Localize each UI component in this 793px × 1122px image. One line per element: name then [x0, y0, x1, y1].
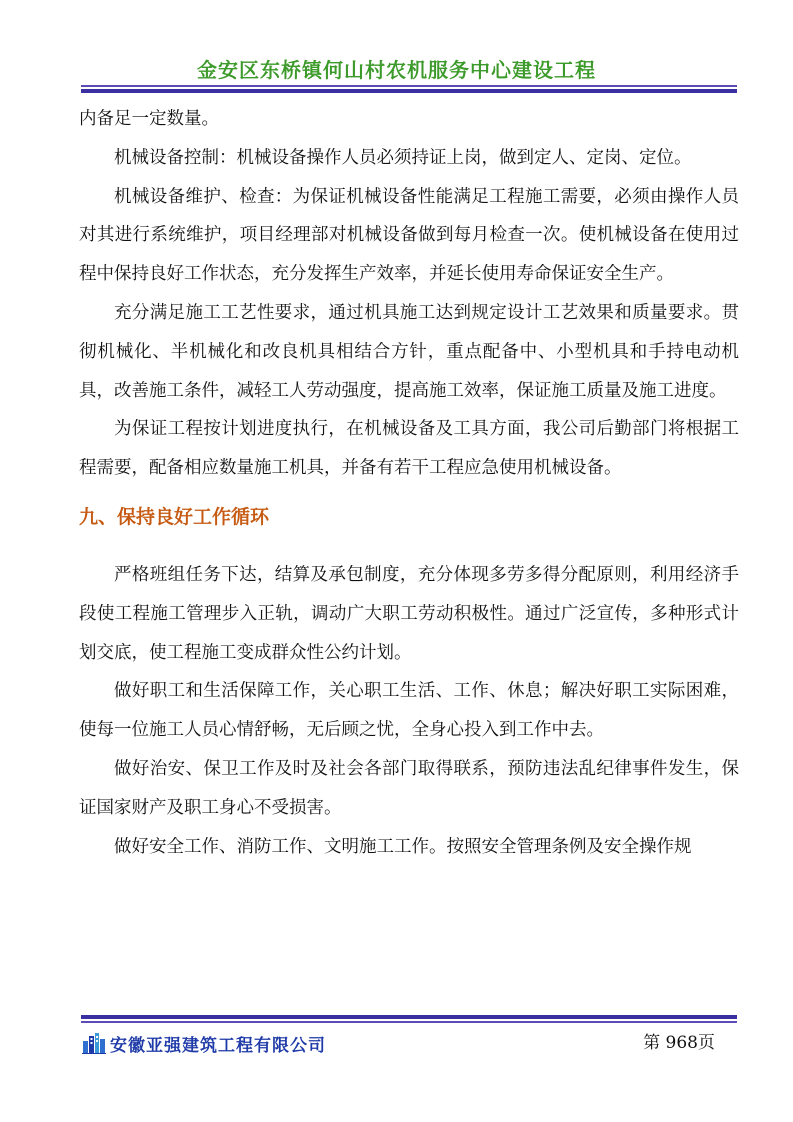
paragraph: 严格班组任务下达，结算及承包制度，充分体现多劳多得分配原则，利用经济手段使工程施工管理步入正轨，调动广大职工劳动积极性。通过广泛宣传，多种形式计划交底，使工程施工变成群众性公约计划。 — [79, 564, 739, 663]
paragraph: 做好治安、保卫工作及时及社会各部门取得联系，预防违法乱纪律事件发生，保证国家财产及职工身心不受损害。 — [79, 758, 739, 818]
header-rule-thick — [81, 89, 737, 93]
paragraph: 做好职工和生活保障工作，关心职工生活、工作、休息；解决好职工实际困难，使每一位施工人员心情舒畅，无后顾之忧，全身心投入到工作中去。 — [79, 681, 739, 741]
paragraph: 机械设备维护、检查：为保证机械设备性能满足工程施工需要，必须由操作人员对其进行系统维护，项目经理部对机械设备做到每月检查一次。使机械设备在使用过程中保持良好工作状态，充分发挥生产效率，并延长使用寿命保证安全生产。 — [79, 186, 739, 285]
page-number: 第 968页 — [643, 1033, 715, 1053]
section-heading: 九、保持良好工作循环 — [79, 505, 270, 528]
paragraph: 充分满足施工工艺性要求，通过机具施工达到规定设计工艺效果和质量要求。贯彻机械化、半机械化和改良机具相结合方针，重点配备中、小型机具和手持电动机具，改善施工条件，减轻工人劳动强度，提高施工效率，保证施工质量及施工进度。 — [79, 302, 739, 401]
paragraph: 为保证工程按计划进度执行，在机械设备及工具方面，我公司后勤部门将根据工程需要，配备相应数量施工机具，并备有若干工程应急使用机械设备。 — [79, 419, 739, 479]
header-rule-thin — [81, 85, 737, 87]
header-title: 金安区东桥镇何山村农机服务中心建设工程 — [197, 58, 596, 82]
building-logo-icon — [82, 1032, 106, 1054]
document-body — [79, 100, 739, 866]
footer-rule-thick — [81, 1015, 737, 1019]
paragraph: 机械设备控制：机械设备操作人员必须持证上岗，做到定人、定岗、定位。 — [114, 147, 692, 168]
company-name: 安徽亚强建筑工程有限公司 — [110, 1035, 326, 1056]
paragraph: 做好安全工作、消防工作、文明施工工作。按照安全管理条例及安全操作规 — [114, 836, 692, 857]
footer-rule-thin — [81, 1021, 737, 1023]
footer-company — [82, 1030, 326, 1056]
paragraph: 内备足一定数量。 — [79, 109, 219, 129]
